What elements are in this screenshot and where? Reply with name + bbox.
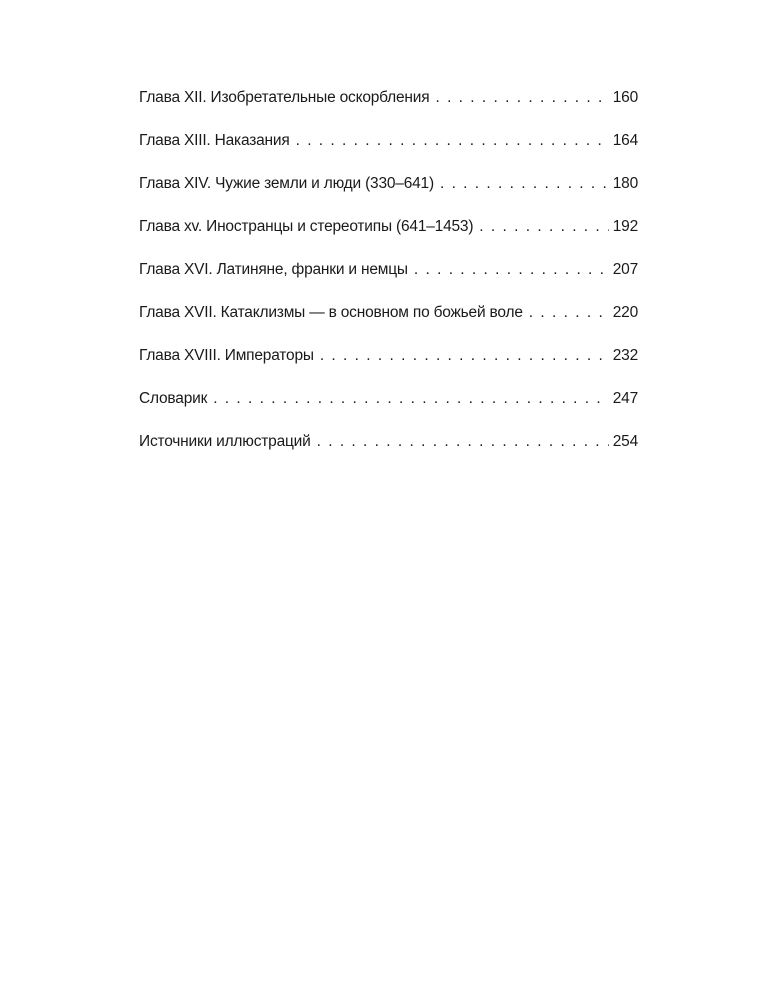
- dot-leader: [529, 299, 609, 327]
- dot-leader: [414, 256, 609, 284]
- toc-entry-title: Глава XIV. Чужие земли и люди (330–641): [139, 175, 434, 192]
- toc-entry-title: Глава XIII. Наказания: [139, 132, 290, 149]
- toc-entry-title: Словарик: [139, 390, 208, 407]
- toc-entry-page: 164: [612, 132, 638, 149]
- toc-entry[interactable]: [139, 342, 638, 385]
- toc-entry-page: 192: [612, 218, 638, 235]
- toc-entry[interactable]: [139, 299, 638, 342]
- toc-entry-title: Глава XVIII. Императоры: [139, 347, 314, 364]
- dot-leader: [213, 385, 609, 413]
- toc-entry-title: Глава XII. Изобретательные оскорбления: [139, 89, 430, 106]
- table-of-contents: [139, 84, 638, 471]
- toc-entry[interactable]: [139, 213, 638, 256]
- toc-entry[interactable]: [139, 385, 638, 428]
- toc-entry-page: 220: [612, 304, 638, 321]
- toc-entry-title: Глава xv. Иностранцы и стереотипы (641–1453): [139, 218, 474, 235]
- dot-leader: [320, 342, 609, 370]
- toc-entry[interactable]: [139, 170, 638, 213]
- toc-entry-page: 254: [612, 433, 638, 450]
- dot-leader: [479, 213, 608, 241]
- toc-entry-page: 207: [612, 261, 638, 278]
- toc-entry[interactable]: [139, 256, 638, 299]
- toc-entry[interactable]: [139, 127, 638, 170]
- toc-entry-page: 160: [612, 89, 638, 106]
- toc-entry-title: Источники иллюстраций: [139, 433, 311, 450]
- toc-entry-title: Глава XVI. Латиняне, франки и немцы: [139, 261, 408, 278]
- toc-entry[interactable]: [139, 84, 638, 127]
- toc-entry[interactable]: [139, 428, 638, 471]
- toc-entry-title: Глава XVII. Катаклизмы — в основном по божьей воле: [139, 304, 523, 321]
- toc-entry-page: 180: [612, 175, 638, 192]
- dot-leader: [435, 84, 608, 112]
- toc-entry-page: 232: [612, 347, 638, 364]
- dot-leader: [296, 127, 609, 155]
- dot-leader: [317, 428, 609, 456]
- toc-entry-page: 247: [612, 390, 638, 407]
- dot-leader: [440, 170, 609, 198]
